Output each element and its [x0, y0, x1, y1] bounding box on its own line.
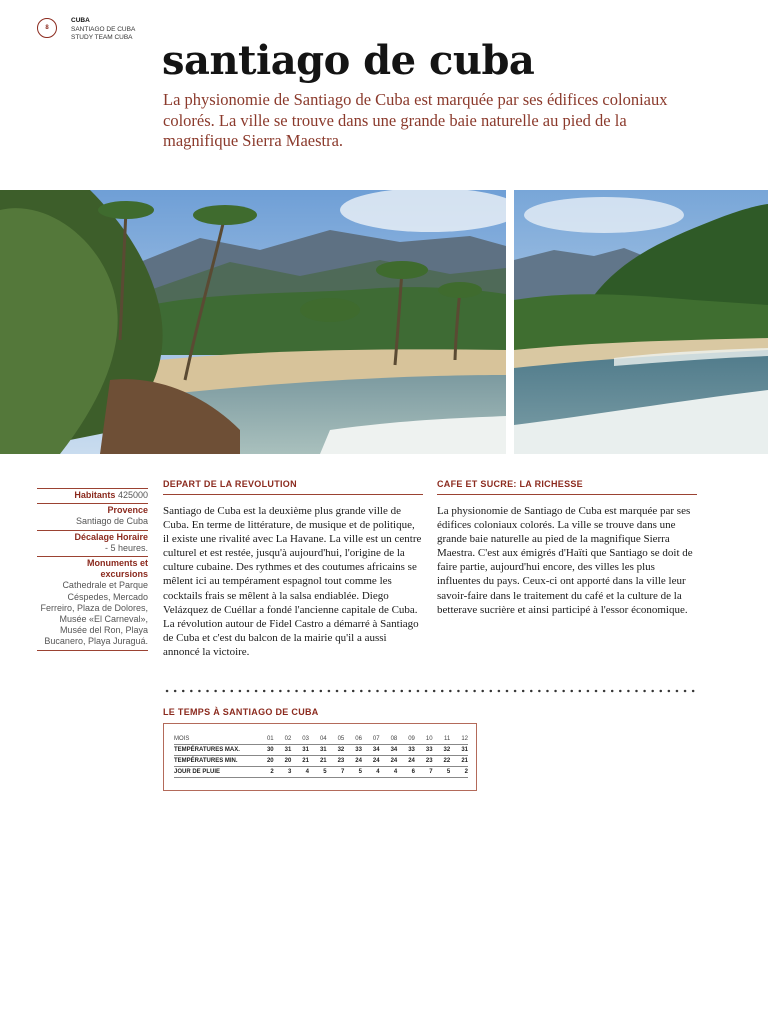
value-cell: 34 [362, 745, 380, 756]
value-cell: 21 [309, 756, 327, 767]
value-cell: 33 [344, 745, 362, 756]
column-1-body: Santiago de Cuba est la deuxième plus grande ville de Cuba. En terme de littérature, de musique et de politique, il existe une rivalité avec La Havane. La ville est un centre culturel et est restée, jusqu'à aujourd'hui, l'origine de la culture cubaine. Des rythmes et des coutumes africains se mêlent ici au tempérament espagnol tout comme les cocktails frais se mêlent à la salsa endiablée. Diego Velázquez de Cuéllar a fondé l'ancienne capitale de Cuba. La révolution autour de Fidel Castro a démarré à Santiago de Cuba et c'est du balcon de la mairie qu'il a aussi annoncé la victoire. [163, 505, 422, 658]
value-cell: 23 [327, 756, 345, 767]
breadcrumb-team: STUDY TEAM CUBA [71, 34, 133, 41]
value-cell: 32 [433, 745, 451, 756]
habitants-label: Habitants [74, 490, 116, 500]
lead-paragraph: La physionomie de Santiago de Cuba est marquée par ses édifices coloniaux colorés. La ville se trouve dans une grande baie naturelle au pied de la magnifique Sierra Maestra. [163, 90, 668, 150]
breadcrumb [71, 17, 135, 43]
page-title: santiago de cuba [162, 37, 535, 84]
month-cell: 10 [415, 734, 433, 745]
value-cell: 34 [380, 745, 398, 756]
value-cell: 2 [256, 767, 274, 778]
facts-sidebar [37, 488, 148, 651]
monuments-label: Monuments et excursions [86, 558, 148, 580]
value-cell: 31 [274, 745, 292, 756]
value-cell: 5 [344, 767, 362, 778]
value-cell: 7 [327, 767, 345, 778]
monuments-value: Cathedrale et Parque Céspedes, Mercado Ferreiro, Plaza de Dolores, Musée «El Carneval», Musée del Ron, Playa Bucanero, Playa Juraguá. [40, 580, 148, 647]
value-cell: 4 [362, 767, 380, 778]
month-cell: 06 [344, 734, 362, 745]
article-column-2 [437, 479, 697, 617]
value-cell: 6 [397, 767, 415, 778]
weather-months-row [174, 734, 468, 745]
value-cell: 2 [450, 767, 468, 778]
weather-row-min [174, 756, 468, 767]
weather-table [174, 734, 468, 778]
value-cell: 5 [433, 767, 451, 778]
value-cell: 32 [327, 745, 345, 756]
month-cell: 08 [380, 734, 398, 745]
dotted-divider [163, 689, 697, 693]
column-1-heading: DEPART DE LA REVOLUTION [163, 479, 423, 495]
decalage-label: Décalage Horaire [74, 531, 148, 542]
month-cell: 07 [362, 734, 380, 745]
value-cell: 3 [274, 767, 292, 778]
column-2-body: La physionomie de Santiago de Cuba est marquée par ses édifices coloniaux colorés. La ville se trouve dans une grande baie naturelle au pied de la magnifique Sierra Maestra. C'est aux émigrés d'Haïti que Santiago se doit de faire partie, aujourd'hui encore, des villes les plus influentes du pays. Ceux-ci ont apporté dans la ville leur savoir-faire dans le traitement du café et la culture de la betterave sucrière et ainsi participé à l'essor économique. [437, 505, 693, 616]
decalage-value: - 5 heures. [104, 542, 148, 553]
month-cell: 03 [291, 734, 309, 745]
value-cell: 31 [450, 745, 468, 756]
fact-decalage [37, 530, 148, 556]
beach-photo-left [0, 190, 506, 454]
weather-row-rain [174, 767, 468, 778]
column-2-heading: CAFE ET SUCRE: LA RICHESSE [437, 479, 697, 495]
value-cell: 4 [380, 767, 398, 778]
habitants-value: 425000 [117, 490, 148, 500]
weather-table-box [163, 723, 477, 791]
fact-provence [37, 503, 148, 529]
breadcrumb-country: CUBA [71, 17, 90, 24]
value-cell: 20 [274, 756, 292, 767]
value-cell: 33 [397, 745, 415, 756]
month-cell: 02 [274, 734, 292, 745]
value-cell: 30 [256, 745, 274, 756]
value-cell: 24 [362, 756, 380, 767]
value-cell: 24 [344, 756, 362, 767]
value-cell: 24 [380, 756, 398, 767]
breadcrumb-city: SANTIAGO DE CUBA [71, 25, 136, 33]
month-cell: 11 [433, 734, 451, 745]
beach-photo-right [514, 190, 768, 454]
row-label: JOUR DE PLUIE [174, 767, 256, 778]
page-number-badge [37, 18, 57, 38]
month-cell: 05 [327, 734, 345, 745]
month-cell: 09 [397, 734, 415, 745]
value-cell: 33 [415, 745, 433, 756]
month-cell: 12 [450, 734, 468, 745]
value-cell: 22 [433, 756, 451, 767]
value-cell: 4 [291, 767, 309, 778]
value-cell: 31 [291, 745, 309, 756]
provence-value: Santiago de Cuba [75, 516, 148, 527]
provence-label: Provence [107, 505, 148, 516]
months-label: MOIS [174, 734, 256, 745]
value-cell: 20 [256, 756, 274, 767]
page-number: 8 [45, 25, 49, 31]
value-cell: 21 [291, 756, 309, 767]
month-cell: 04 [309, 734, 327, 745]
month-cell: 01 [256, 734, 274, 745]
fact-monuments [37, 556, 148, 651]
value-cell: 7 [415, 767, 433, 778]
value-cell: 23 [415, 756, 433, 767]
row-label: TEMPÉRATURES MIN. [174, 756, 256, 767]
value-cell: 24 [397, 756, 415, 767]
value-cell: 5 [309, 767, 327, 778]
weather-row-max [174, 745, 468, 756]
fact-habitants [37, 488, 148, 503]
article-column-1 [163, 479, 423, 659]
row-label: TEMPÉRATURES MAX. [174, 745, 256, 756]
value-cell: 31 [309, 745, 327, 756]
weather-title: LE TEMPS À SANTIAGO DE CUBA [163, 707, 319, 717]
value-cell: 21 [450, 756, 468, 767]
